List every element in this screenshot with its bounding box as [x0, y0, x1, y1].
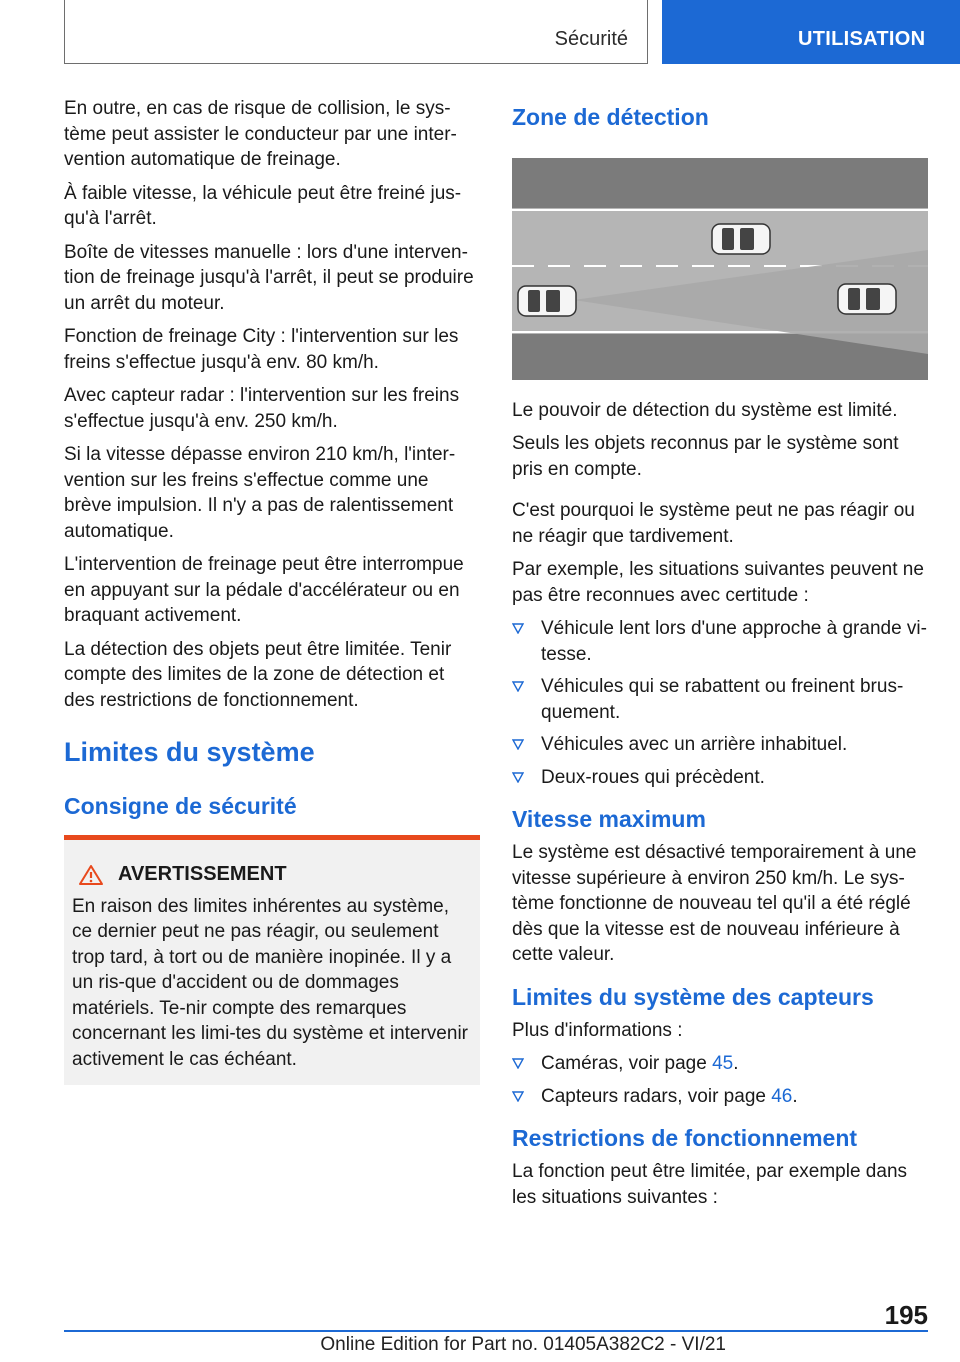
paragraph: La fonction peut être limitée, par exemple dans les situations suivantes : — [512, 1161, 908, 1208]
car-front-right-icon — [838, 284, 896, 314]
paragraph: Le système est désactivé temporairement à une vitesse supérieure à environ 250 km/h. Le sys-tème fonctionne de nouveau tel qu'il a été réglé dès que la vitesse est de nouveau inférieure à cette valeur. — [512, 842, 917, 965]
warning-title-row — [72, 862, 474, 888]
heading-safety: Consigne de sécurité — [64, 793, 297, 819]
left-column — [64, 96, 480, 1085]
page-number: 195 — [884, 1300, 928, 1330]
page-link-cameras[interactable]: 45 — [712, 1053, 734, 1074]
triangle-bullet-icon — [512, 1058, 524, 1069]
triangle-bullet-icon — [512, 772, 524, 783]
header-chapter-tab[interactable]: UTILISATION — [662, 0, 960, 64]
car-front-left-icon — [712, 224, 770, 254]
paragraph: La détection des objets peut être limitée. Tenir compte des limites de la zone de détection et des restrictions de fonctionnement. — [64, 638, 452, 711]
triangle-bullet-icon — [512, 623, 524, 634]
list-item: Deux-roues qui précèdent. — [512, 765, 928, 791]
list-item: Véhicules qui se rabattent ou freinent brus-quement. — [512, 674, 928, 725]
warning-text: En raison des limites inhérentes au système, ce dernier peut ne pas réagir, ou seulement trop tard, à tort ou de manière inopinée. Il y a un ris-que d'accident ou de dommages matériels. Te-nir compte des remarques concernant les limi-tes du système et intervenir activement le cas échéant. — [72, 895, 468, 1070]
warning-triangle-icon — [78, 864, 104, 886]
list-item: Caméras, voir page 45. — [512, 1051, 928, 1077]
paragraph: En outre, en cas de risque de collision, le sys-tème peut assister le conducteur par une inter-vention automatique de freinage. — [64, 98, 457, 170]
triangle-bullet-icon — [512, 681, 524, 692]
list-item: Capteurs radars, voir page 46. — [512, 1084, 928, 1110]
detection-zone-illustration — [512, 158, 928, 380]
paragraph: Le pouvoir de détection du système est limité. — [512, 399, 898, 421]
paragraph: Fonction de freinage City : l'intervention sur les freins s'effectue jusqu'à env. 80 km/h. — [64, 326, 459, 373]
list-item: Véhicules avec un arrière inhabituel. — [512, 732, 928, 758]
heading-zone: Zone de détection — [512, 104, 709, 130]
right-column — [512, 96, 928, 1218]
heading-restrictions: Restrictions de fonctionnement — [512, 1125, 858, 1151]
paragraph: L'intervention de freinage peut être interrompue en appuyant sur la pédale d'accélérateur ou en braquant activement. — [64, 554, 464, 626]
heading-speed: Vitesse maximum — [512, 806, 706, 832]
paragraph: Boîte de vitesses manuelle : lors d'une interven-tion de freinage jusqu'à l'arrêt, il peut se produire un arrêt du moteur. — [64, 241, 474, 314]
paragraph: À faible vitesse, la véhicule peut être freiné jus-qu'à l'arrêt. — [64, 182, 462, 229]
unreliable-situations-list — [512, 616, 928, 790]
warning-box — [64, 835, 480, 1085]
list-item: Véhicule lent lors d'une approche à grande vi-tesse. — [512, 616, 928, 667]
car-rear-icon — [518, 286, 576, 316]
heading-limits: Limites du système — [64, 737, 315, 767]
footer-divider — [64, 1330, 928, 1332]
triangle-bullet-icon — [512, 1091, 524, 1102]
header-section-title: Sécurité — [554, 28, 628, 50]
paragraph: Par exemple, les situations suivantes peuvent ne pas être reconnues avec certitude : — [512, 559, 924, 606]
paragraph: C'est pourquoi le système peut ne pas réagir ou ne réagir que tardivement. — [512, 500, 915, 547]
sensor-links-list — [512, 1051, 928, 1109]
paragraph: Si la vitesse dépasse environ 210 km/h, l'inter-vention sur les freins s'effectue comme une brève impulsion. Il n'y a pas de ralentissement automatique. — [64, 444, 456, 542]
paragraph: Avec capteur radar : l'intervention sur les freins s'effectue jusqu'à env. 250 km/h. — [64, 385, 460, 432]
footer-edition: Online Edition for Part no. 01405A382C2 - VI/21 — [320, 1334, 726, 1355]
warning-title: AVERTISSEMENT — [118, 863, 287, 885]
paragraph: Plus d'informations : — [512, 1019, 683, 1041]
paragraph: Seuls les objets reconnus par le système sont pris en compte. — [512, 433, 899, 480]
heading-sensors: Limites du système des capteurs — [512, 983, 874, 1010]
page-link-radar[interactable]: 46 — [771, 1085, 793, 1107]
triangle-bullet-icon — [512, 739, 524, 750]
